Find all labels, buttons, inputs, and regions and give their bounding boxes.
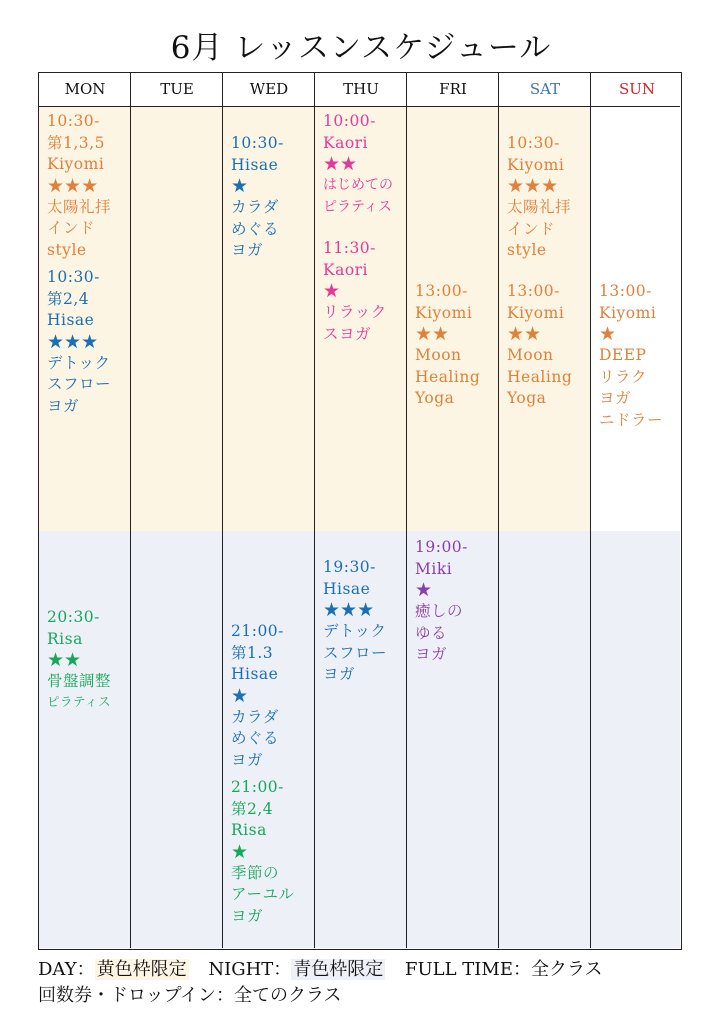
- lesson-name: めぐる: [231, 729, 280, 747]
- lesson-name: ヨガ: [47, 396, 80, 415]
- lesson-name: Yoga: [507, 389, 547, 407]
- star-rating: ★★★: [507, 175, 559, 197]
- lesson-time: 10:30-: [47, 112, 100, 130]
- lesson-teacher: Kaori: [323, 133, 369, 152]
- lesson-time: 13:00-: [507, 282, 560, 300]
- day-pass-label: DAY：: [38, 959, 95, 980]
- lesson-teacher: Kiyomi: [507, 303, 565, 322]
- lesson-thu-day2: [323, 238, 387, 345]
- lesson-weeks: 第1.3: [231, 643, 274, 662]
- lesson-name: アーユル: [231, 885, 295, 903]
- lesson-time: 21:00-: [231, 622, 284, 640]
- header-tue: TUE: [160, 80, 194, 98]
- pass-legend: [38, 958, 602, 982]
- lesson-name: Healing: [415, 367, 481, 386]
- lesson-teacher: Kiyomi: [507, 155, 565, 174]
- lesson-time: 13:00-: [599, 282, 652, 300]
- star-rating: ★: [599, 323, 617, 345]
- lesson-time: 10:30-: [231, 134, 284, 152]
- lesson-fri-day: [415, 281, 480, 410]
- lesson-teacher: Kiyomi: [599, 303, 657, 322]
- star-rating: ★: [231, 175, 249, 197]
- star-rating: ★★: [507, 323, 542, 345]
- lesson-name: style: [47, 240, 87, 259]
- day-pass-value: 黄色枠限定: [96, 959, 187, 980]
- lesson-name: はじめての: [323, 177, 393, 193]
- lesson-name: Yoga: [415, 389, 455, 407]
- lesson-thu-night: [323, 557, 387, 686]
- header-sun: SUN: [618, 80, 656, 98]
- lesson-weeks: 第2,4: [47, 289, 90, 308]
- lesson-name: ヨガ: [415, 645, 448, 663]
- lesson-fri-night: [415, 537, 468, 666]
- star-rating: ★★★: [323, 599, 375, 621]
- lesson-teacher: Hisae: [231, 665, 279, 683]
- full-time-value: 全クラス: [531, 959, 603, 980]
- lesson-name: ヨガ: [231, 750, 264, 769]
- lesson-name: インド: [507, 219, 556, 238]
- star-rating: ★★★: [47, 174, 99, 197]
- lesson-teacher: Hisae: [231, 155, 279, 174]
- lesson-teacher: Hisae: [323, 579, 371, 598]
- lesson-name: style: [507, 241, 547, 259]
- lesson-teacher: Kaori: [323, 260, 369, 279]
- header-divider: [39, 106, 680, 107]
- header-fri: FRI: [439, 80, 467, 98]
- lesson-name: カラダ: [231, 198, 279, 216]
- lesson-name: リラック: [323, 303, 387, 321]
- lesson-name: 季節の: [231, 863, 280, 882]
- lesson-name: リラク: [599, 367, 648, 386]
- header-sat: SAT: [529, 80, 561, 98]
- lesson-time: 10:00-: [323, 112, 376, 130]
- lesson-name: ニドラー: [599, 410, 664, 429]
- lesson-name: ピラティス: [323, 198, 392, 215]
- column-divider: [406, 73, 407, 948]
- lesson-wed-night1: [231, 621, 284, 771]
- lesson-teacher: Risa: [47, 629, 83, 648]
- lesson-name: 骨盤調整: [47, 672, 112, 690]
- star-rating: ★: [231, 684, 249, 707]
- lesson-mon-day1: [47, 111, 111, 261]
- lesson-name: 癒しの: [415, 602, 464, 620]
- lesson-time: 20:30-: [47, 608, 100, 626]
- lesson-sat-day1: [507, 133, 571, 262]
- lesson-name: 太陽礼拝: [47, 197, 112, 216]
- lesson-thu-day1: [323, 111, 393, 218]
- page-title: 6月 レッスンスケジュール: [170, 30, 552, 66]
- lesson-name: めぐる: [231, 219, 280, 238]
- lesson-teacher: Kiyomi: [47, 155, 105, 173]
- lesson-time: 10:30-: [507, 134, 560, 152]
- lesson-weeks: 第1,3,5: [47, 133, 105, 152]
- lesson-wed-night2: [231, 777, 295, 927]
- lesson-teacher: Hisae: [47, 311, 95, 329]
- lesson-teacher: Risa: [231, 821, 267, 839]
- header-wed: WED: [249, 80, 289, 98]
- lesson-name: Moon: [507, 346, 554, 364]
- night-pass-value: 青色枠限定: [293, 959, 384, 980]
- lesson-time: 10:30-: [47, 268, 100, 286]
- lesson-time: 11:30-: [323, 239, 376, 257]
- lesson-name: スヨガ: [323, 324, 372, 343]
- lesson-name: デトック: [323, 622, 387, 640]
- full-time-label: FULL TIME：: [405, 959, 531, 980]
- star-rating: ★: [231, 840, 249, 863]
- lesson-name: ヨガ: [231, 906, 264, 925]
- lesson-time: 21:00-: [231, 778, 284, 796]
- lesson-teacher: Miki: [415, 559, 453, 578]
- star-rating: ★★: [323, 153, 358, 175]
- lesson-wed-day: [231, 133, 284, 262]
- lesson-name: Healing: [507, 367, 573, 386]
- star-rating: ★★★: [47, 330, 99, 353]
- lesson-name: Moon: [415, 346, 462, 364]
- column-divider: [222, 73, 223, 948]
- lesson-name: ピラティス: [47, 693, 112, 709]
- lesson-name: ヨガ: [599, 389, 632, 407]
- column-divider: [130, 73, 131, 948]
- lesson-mon-day2: [47, 267, 111, 417]
- lesson-name: デトック: [47, 353, 111, 372]
- star-rating: ★★: [47, 649, 82, 671]
- lesson-name: スフロー: [47, 375, 112, 393]
- lesson-sun-day: [599, 281, 663, 431]
- lesson-time: 19:30-: [323, 558, 376, 576]
- column-divider: [314, 73, 315, 948]
- lesson-mon-night: [47, 607, 111, 711]
- lesson-time: 19:00-: [415, 538, 468, 556]
- lesson-weeks: 第2,4: [231, 799, 274, 818]
- header-mon: MON: [64, 80, 106, 98]
- lesson-name: ヨガ: [231, 241, 264, 259]
- lesson-name: ヨガ: [323, 665, 356, 683]
- header-thu: THU: [343, 80, 379, 98]
- night-pass-label: NIGHT：: [208, 959, 292, 980]
- lesson-name: 太陽礼拝: [507, 198, 572, 216]
- lesson-name: インド: [47, 219, 96, 237]
- lesson-teacher: Kiyomi: [415, 303, 473, 322]
- lesson-name: ゆる: [415, 623, 448, 642]
- schedule-table: [38, 72, 682, 950]
- lesson-name: DEEP: [599, 346, 647, 364]
- column-divider: [590, 73, 591, 948]
- lesson-time: 13:00-: [415, 282, 468, 300]
- star-rating: ★: [323, 280, 341, 302]
- ticket-note: 回数券・ドロップイン：全てのクラス: [38, 985, 342, 1006]
- lesson-sat-day2: [507, 281, 572, 410]
- star-rating: ★: [415, 579, 433, 601]
- lesson-name: スフロー: [323, 643, 388, 662]
- star-rating: ★★: [415, 323, 450, 345]
- lesson-name: カラダ: [231, 707, 279, 726]
- column-divider: [498, 73, 499, 948]
